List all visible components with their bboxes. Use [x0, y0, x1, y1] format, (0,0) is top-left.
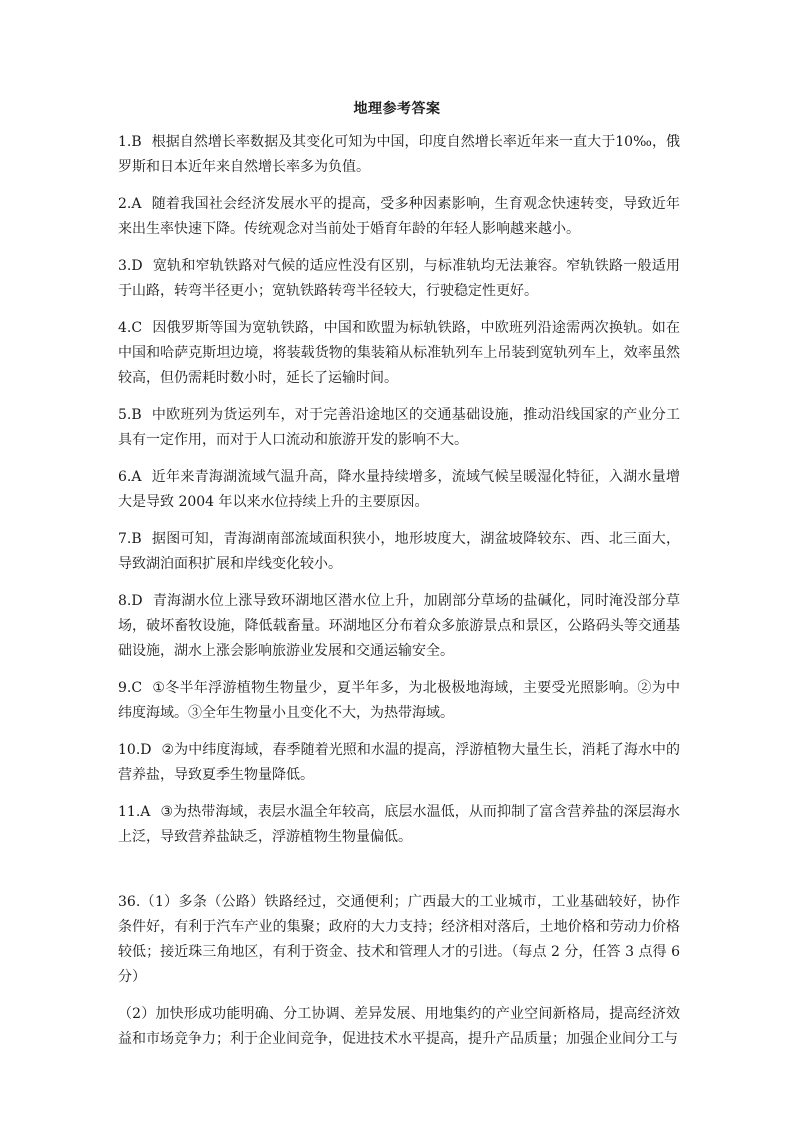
answer-item	[118, 130, 680, 180]
answer-number: 9.C	[118, 680, 143, 696]
answer-text: ①冬半年浮游植物生物量少，夏半年多，为北极极地海域，主要受光照影响。②为中纬度海域。③全年生物量小且变化不大，为热带海域。	[118, 680, 680, 721]
answer-item	[118, 403, 680, 453]
answer-item	[118, 738, 680, 788]
answer-number: 6.A	[118, 469, 142, 485]
page-title: 地理参考答案	[353, 101, 441, 117]
answer-item	[118, 800, 680, 850]
answer-number: 3.D	[118, 258, 143, 274]
answer-item	[118, 676, 680, 726]
answer-number: 5.B	[118, 407, 142, 423]
answer-text: 宽轨和窄轨铁路对气候的适应性没有区别，与标准轨均无法兼容。窄轨铁路一般适用于山路，转弯半径更小；宽轨铁路转弯半径较大，行驶稳定性更好。	[118, 258, 680, 299]
q36-part-1: 36.（1）多条（公路）铁路经过，交通便利；广西最大的工业城市，工业基础较好，协作条件好，有利于汽车产业的集聚；政府的大力支持；经济相对落后，土地价格和劳动力价格较低；接近珠三角地区，有利于资金、技术和管理人才的引进。（每点 2 分，任答 3 点得 6 分）	[118, 894, 680, 985]
answer-item	[118, 192, 680, 242]
answer-number: 1.B	[118, 134, 142, 150]
answer-text: 据图可知，青海湖南部流域面积狭小，地形坡度大，湖盆坡降较东、西、北三面大，导致湖泊面积扩展和岸线变化较小。	[118, 531, 680, 572]
answer-text: 近年来青海湖流域气温升高，降水量持续增多，流域气候呈暖湿化特征，入湖水量增大是导致 2004 年以来水位持续上升的主要原因。	[118, 469, 680, 510]
answer-number: 4.C	[118, 320, 143, 336]
answer-item	[118, 527, 680, 577]
answer-item	[118, 465, 680, 515]
answer-item	[118, 254, 680, 304]
answer-text: 随着我国社会经济发展水平的提高，受多种因素影响，生育观念快速转变，导致近年来出生率快速下降。传统观念对当前处于婚育年龄的年轻人影响越来越小。	[118, 196, 680, 237]
answer-number: 7.B	[118, 531, 142, 547]
answer-number: 10.D	[118, 742, 152, 758]
q36-part-2: （2）加快形成功能明确、分工协调、差异发展、用地集约的产业空间新格局，提高经济效益和市场竞争力；利于企业间竞争，促进技术水平提高，提升产品质量；加强企业间分工与	[118, 1006, 680, 1047]
answer-number: 11.A	[118, 804, 151, 820]
answer-text: 青海湖水位上涨导致环湖地区潜水位上升，加剧部分草场的盐碱化，同时淹没部分草场，破坏畜牧设施，降低载畜量。环湖地区分布着众多旅游景点和景区，公路码头等交通基础设施，湖水上涨会影响旅游业发展和交通运输安全。	[118, 593, 680, 659]
answer-content	[118, 130, 680, 1064]
answer-text: ②为中纬度海域，春季随着光照和水温的提高，浮游植物大量生长，消耗了海水中的营养盐，导致夏季生物量降低。	[118, 742, 680, 783]
answer-text: ③为热带海域，表层水温全年较高，底层水温低，从而抑制了富含营养盐的深层海水上泛，导致营养盐缺乏，浮游植物生物量偏低。	[118, 804, 680, 845]
answer-item	[118, 316, 680, 391]
answer-number: 8.D	[118, 593, 143, 609]
section-gap	[118, 862, 680, 890]
answer-number: 2.A	[118, 196, 142, 212]
answer-text: 因俄罗斯等国为宽轨铁路，中国和欧盟为标轨铁路，中欧班列沿途需两次换轨。如在中国和哈萨克斯坦边境，将装载货物的集装箱从标准轨列车上吊装到宽轨列车上，效率虽然较高，但仍需耗时数小时，延长了运输时间。	[118, 320, 680, 386]
answer-text: 中欧班列为货运列车，对于完善沿途地区的交通基础设施，推动沿线国家的产业分工具有一定作用，而对于人口流动和旅游开发的影响不大。	[118, 407, 680, 448]
answer-item	[118, 589, 680, 664]
answer-text: 根据自然增长率数据及其变化可知为中国，印度自然增长率近年来一直大于10‰，俄罗斯和日本近年来自然增长率多为负值。	[118, 134, 680, 175]
